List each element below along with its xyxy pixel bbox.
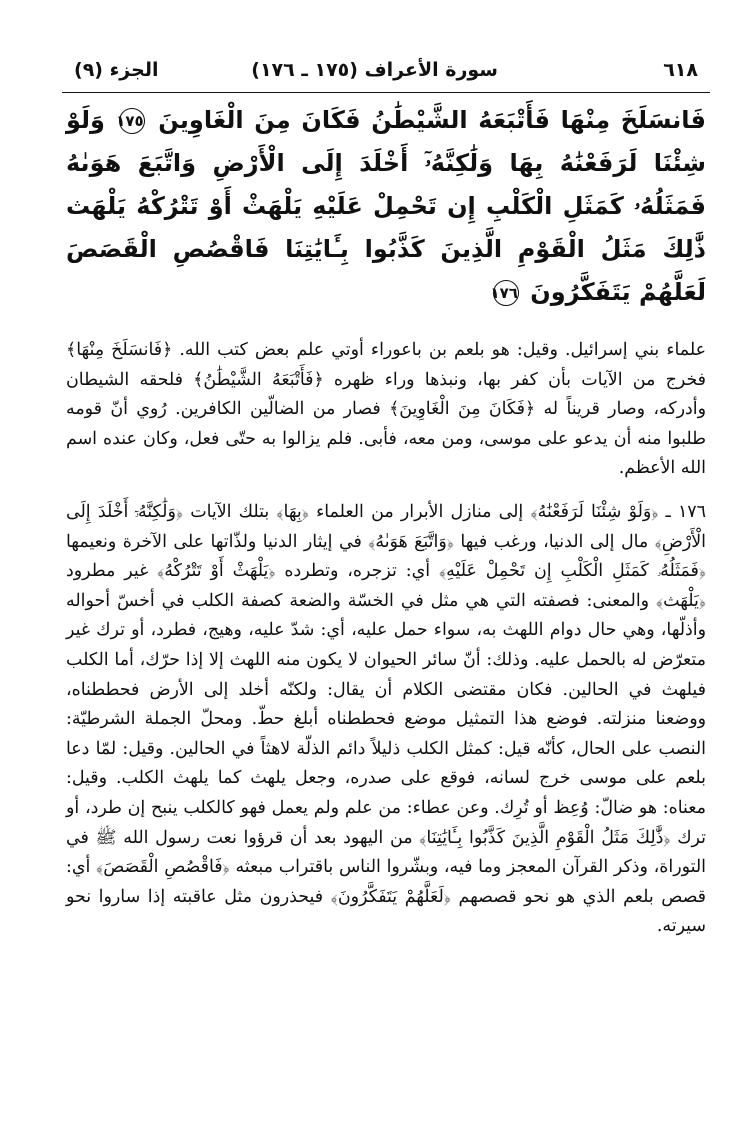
juz-label: الجزء (٩) (74, 59, 159, 81)
verse-number-marker: ١٧٦ (493, 280, 519, 306)
quran-verses (62, 99, 710, 314)
verse-number-marker: ١٧٥ (119, 108, 145, 134)
verse-text-part1: فَانسَلَخَ مِنْهَا فَأَتْبَعَهُ الشَّيْطَٰنُ فَكَانَ مِنَ الْغَاوِينَ (158, 106, 706, 134)
commentary-paragraph: ١٧٦ ـ ﴿وَلَوْ شِئْنَا لَرَفَعْنَٰهُ﴾ إلى منازل الأبرار من العلماء ﴿بِهَا﴾ بتلك الآيات ﴿وَلَٰكِنَّهُۥٓ أَخْلَدَ إِلَى الْأَرْضِ﴾ مال إلى الدنيا، ورغب فيها ﴿وَاتَّبَعَ هَوَىٰهُ﴾ في إيثار الدنيا ولذّاتها على الآخرة ونعيمها ﴿فَمَثَلُهُۥ كَمَثَلِ الْكَلْبِ إِن تَحْمِلْ عَلَيْهِ﴾ أي: تزجره، وتطرده ﴿يَلْهَثْ أَوْ تَتْرُكْهُ﴾ غير مطرود ﴿يَلْهَث﴾ والمعنى: فصفته التي هي مثل في الخسّة والضعة كصفة الكلب في أخسّ أحواله وأذلّها، وهي حال دوام اللهث به، سواء حمل عليه، أي: شدّ عليه، وهيج، فطرد، أو ترك غير متعرّض له بالحمل عليه. وذلك: أنّ سائر الحيوان لا يكون منه اللهث إلا إذا حرّك، أما الكلب فيلهث في الحالين. فكان مقتضى الكلام أن يقال: ولكنّه أخلد إلى الأرض فحططناه، ووضعنا منزلته. فوضع هذا التمثيل موضع فحططناه أبلغ حطّ. ومحلّ الجملة الشرطيّة: النصب على الحال، كأنّه قيل: كمثل الكلب ذليلاً دائم الذلّة لاهثاً في الحالين. وقيل: لمّا دعا بلعم على موسى خرج لسانه، فوقع على صدره، وجعل يلهث كما يلهث الكلب. وقيل: معناه: هو ضالّ: وُعِظ أو تُرِك. وعن عطاء: من علم ولم يعمل فهو كالكلب ينبح إن طرد، أو ترك ﴿ذَّٰلِكَ مَثَلُ الْقَوْمِ الَّذِينَ كَذَّبُوا بِـَٔايَٰتِنَا﴾ من اليهود بعد أن قرؤوا نعت رسول الله ﷺ في التوراة، وذكر القرآن المعجز وما فيه، وبشّروا الناس باقتراب مبعثه ﴿فَاقْصُصِ الْقَصَصَ﴾ أي: قصص بلعم الذي هو نحو قصصهم ﴿لَعَلَّهُمْ يَتَفَكَّرُونَ﴾ فيحذرون مثل عاقبته إذا ساروا نحو سيرته. (66, 501, 706, 937)
page-number: ٦١٨ (663, 59, 698, 81)
header-rule (62, 92, 710, 93)
page-header (62, 50, 710, 90)
commentary (62, 336, 710, 942)
book-page (62, 50, 710, 1110)
verse-text-part2: وَلَوْ شِئْنَا لَرَفَعْنَٰهُ بِهَا وَلَٰكِنَّهُۥٓ أَخْلَدَ إِلَى الْأَرْضِ وَاتَّبَعَ هَوَىٰهُ فَمَثَلُهُۥ كَمَثَلِ الْكَلْبِ إِن تَحْمِلْ عَلَيْهِ يَلْهَثْ أَوْ تَتْرُكْهُ يَلْهَث ذَّٰلِكَ مَثَلُ الْقَوْمِ الَّذِينَ كَذَّبُوا بِـَٔايَٰتِنَا فَاقْصُصِ الْقَصَصَ لَعَلَّهُمْ يَتَفَكَّرُونَ (66, 106, 706, 306)
surah-title: سورة الأعراف (١٧٥ ـ ١٧٦) (251, 59, 498, 81)
commentary-paragraph: علماء بني إسرائيل. وقيل: هو بلعم بن باعوراء أوتي علم بعض كتب الله. ﴿فَانسَلَخَ مِنْهَا﴾ فخرج من الآيات بأن كفر بها، ونبذها وراء ظهره ﴿فَأَتْبَعَهُ الشَّيْطَٰنُ﴾ فلحقه الشيطان وأدركه، وصار قريناً له ﴿فَكَانَ مِنَ الْغَاوِينَ﴾ فصار من الضالّين الكافرين. رُوي أنّ قومه طلبوا منه أن يدعو على موسى، ومن معه، فأبى. فلم يزالوا به حتّى فعل، وكان عنده اسم الله الأعظم. (66, 340, 706, 479)
